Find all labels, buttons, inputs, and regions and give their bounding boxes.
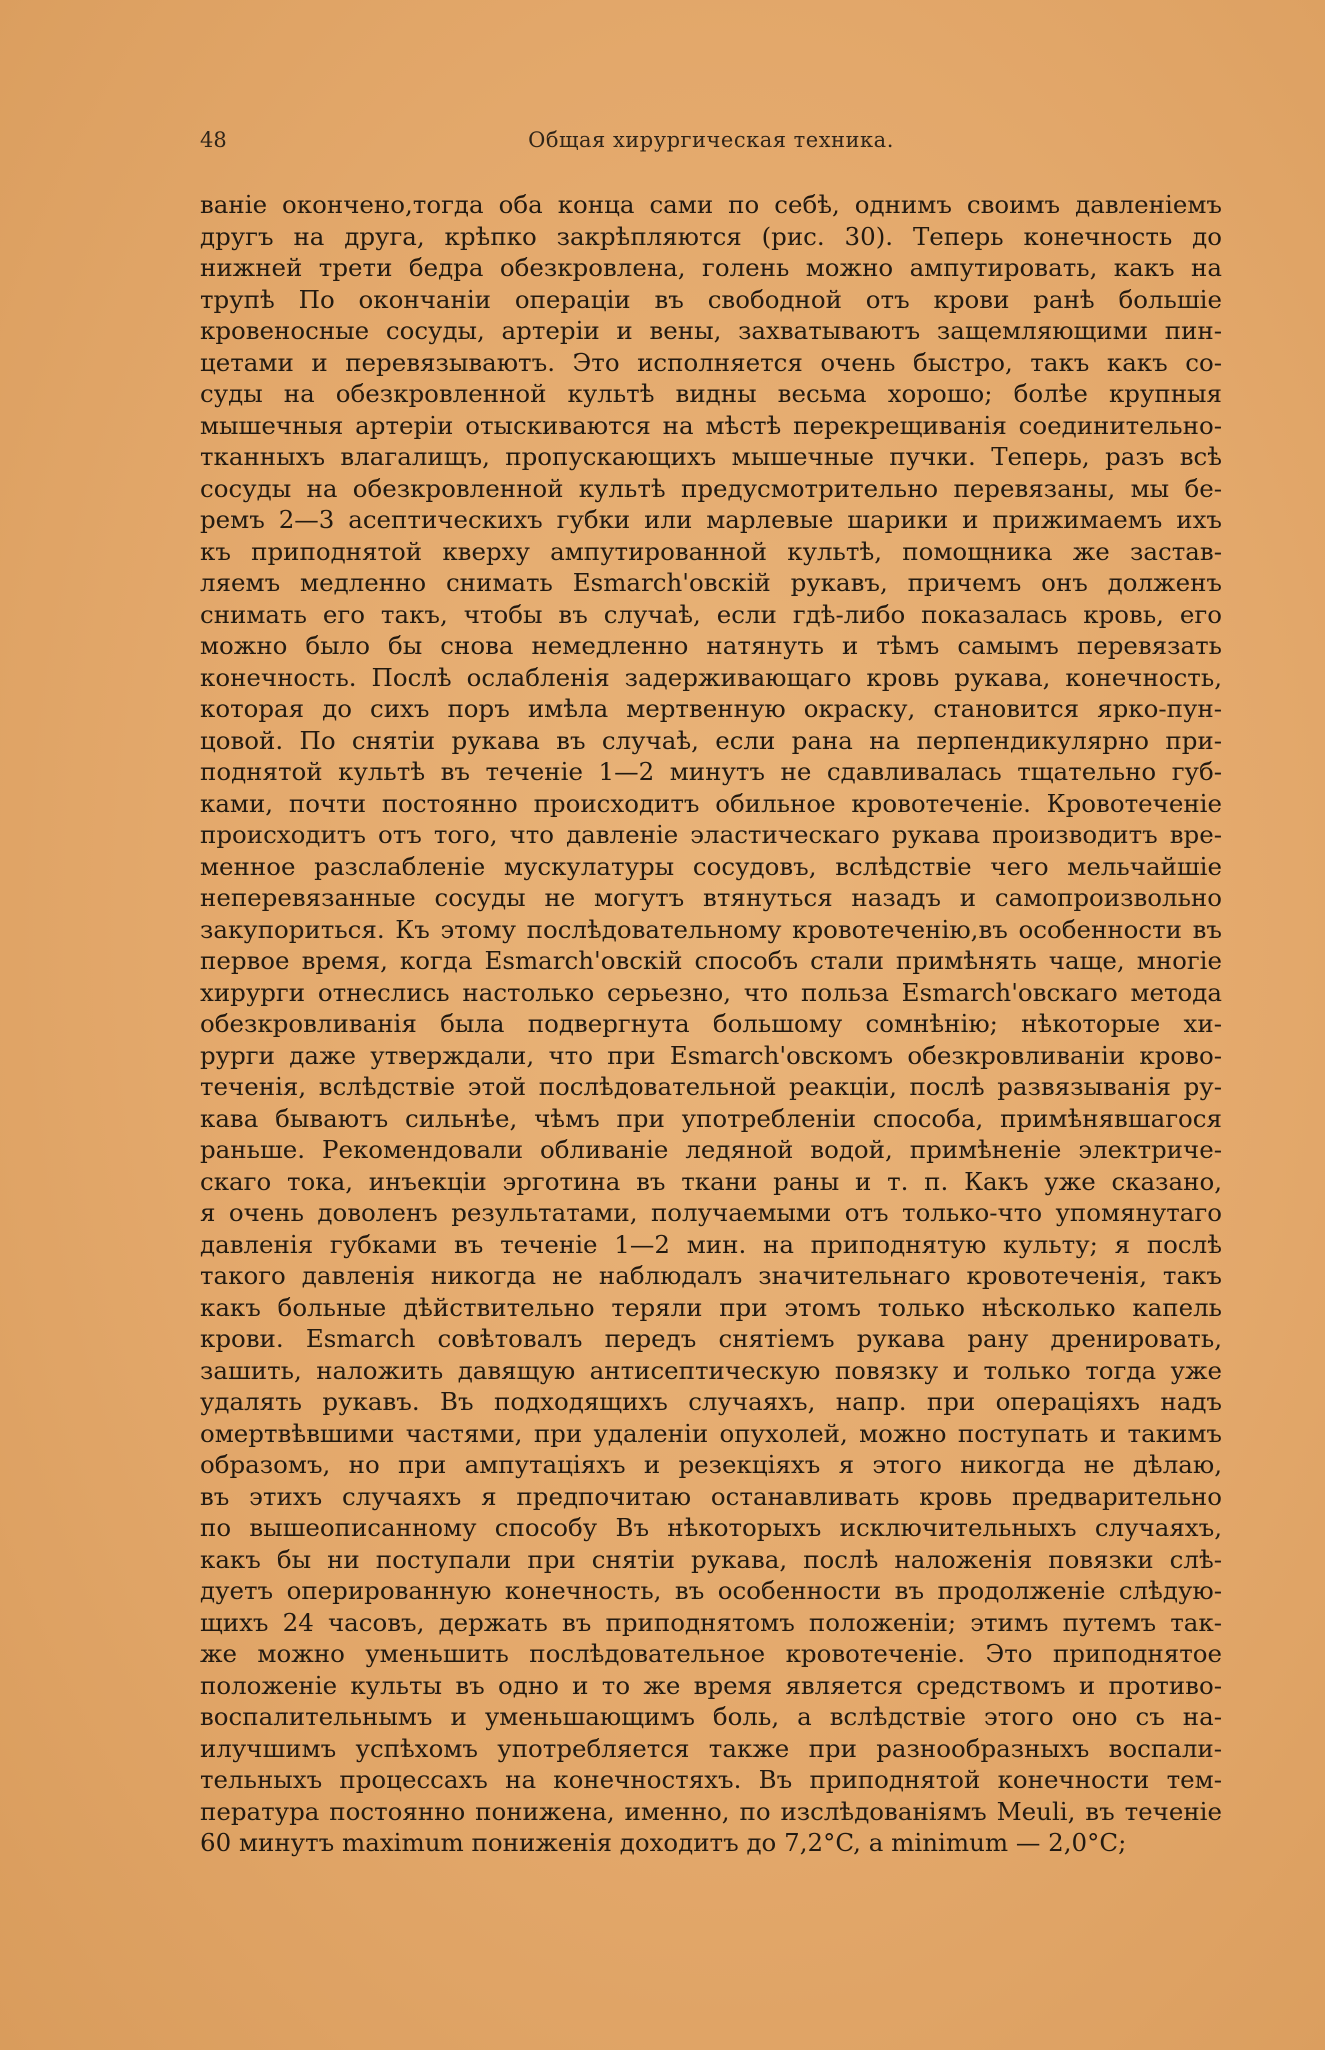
text-line: закупориться. Къ этому послѣдовательному кровотеченію,въ особенности въ [200, 914, 1222, 944]
text-line: положеніе культы въ одно и то же время является средствомъ и противо- [200, 1670, 1222, 1700]
text-line: ками, почти постоянно происходитъ обильное кровотеченіе. Кровотеченіе [200, 788, 1222, 818]
text-line: конечность. Послѣ ослабленія задерживающаго кровь рукава, конечность, [200, 662, 1222, 692]
text-line: какъ больные дѣйствительно теряли при этомъ только нѣсколько капель [200, 1292, 1222, 1322]
text-line: крови. Esmarch совѣтовалъ передъ снятіемъ рукава рану дренировать, [200, 1324, 1222, 1353]
text-line: трупѣ По окончаніи операціи въ свободной отъ крови ранѣ большіе [200, 284, 1222, 314]
text-line: въ этихъ случаяхъ я предпочитаю останавливать кровь предварительно [200, 1481, 1222, 1511]
text-line: обезкровливанія была подвергнута большому сомнѣнію; нѣкоторые хи- [200, 1009, 1222, 1038]
text-line: скаго тока, инъекціи эрготина въ ткани раны и т. п. Какъ уже сказано, [200, 1166, 1222, 1196]
text-line: удалять рукавъ. Въ подходящихъ случаяхъ, напр. при операціяхъ надъ [200, 1387, 1222, 1416]
text-line: цетами и перевязываютъ. Это исполняется очень быстро, такъ какъ со- [200, 347, 1222, 377]
text-line: нижней трети бедра обезкровлена, голень можно ампутировать, какъ на [200, 253, 1222, 282]
text-line: давленія губками въ теченіе 1—2 мин. на приподнятую культу; я послѣ [200, 1229, 1222, 1259]
text-line: такого давленія никогда не наблюдалъ значительнаго кровотеченія, такъ [200, 1261, 1222, 1290]
text-line: суды на обезкровленной культѣ видны весьма хорошо; болѣе крупныя [200, 379, 1222, 408]
text-line: тканныхъ влагалищъ, пропускающихъ мышечные пучки. Теперь, разъ всѣ [200, 442, 1222, 471]
text-line: какъ бы ни поступали при снятіи рукава, послѣ наложенія повязки слѣ- [200, 1544, 1222, 1574]
text-line: другъ на друга, крѣпко закрѣпляются (рис. 30). Теперь конечность до [200, 221, 1222, 251]
text-line: кровеносные сосуды, артеріи и вены, захватываютъ защемляющими пин- [200, 316, 1222, 345]
text-line: рурги даже утверждали, что при Esmarch'овскомъ обезкровливаніи крово- [200, 1040, 1222, 1070]
text-line: ремъ 2—3 асептическихъ губки или марлевые шарики и прижимаемъ ихъ [200, 505, 1222, 534]
text-line: поднятой культѣ въ теченіе 1—2 минутъ не сдавливалась тщательно губ- [200, 757, 1222, 786]
text-line: происходитъ отъ того, что давленіе эластическаго рукава производитъ вре- [200, 820, 1222, 849]
text-line: пература постоянно понижена, именно, по изслѣдованіямъ Meuli, въ теченіе [200, 1796, 1222, 1826]
text-line: же можно уменьшить послѣдовательное кровотеченіе. Это приподнятое [200, 1639, 1222, 1668]
text-line: щихъ 24 часовъ, держать въ приподнятомъ положеніи; этимъ путемъ так- [200, 1607, 1222, 1637]
text-line: я очень доволенъ результатами, получаемыми отъ только-что упомянутаго [200, 1198, 1222, 1227]
running-title: Общая хирургическая техника. [528, 128, 894, 152]
text-line: воспалительнымъ и уменьшающимъ боль, а вслѣдствіе этого оно съ на- [200, 1702, 1222, 1731]
body-text [200, 189, 1222, 1859]
text-line: илучшимъ успѣхомъ употребляется также при разнообразныхъ воспали- [200, 1733, 1222, 1763]
text-line: кава бываютъ сильнѣе, чѣмъ при употребленіи способа, примѣнявшагося [200, 1103, 1222, 1133]
page-header [200, 128, 1222, 168]
text-line: къ приподнятой кверху ампутированной культѣ, помощника же застав- [200, 536, 1222, 566]
text-line: ляемъ медленно снимать Esmarch'овскій рукавъ, причемъ онъ долженъ [200, 568, 1222, 597]
text-line: ваніе окончено,тогда оба конца сами по себѣ, однимъ своимъ давленіемъ [200, 190, 1222, 219]
text-line: теченія, вслѣдствіе этой послѣдовательной реакціи, послѣ развязыванія ру- [200, 1072, 1222, 1101]
text-line: хирурги отнеслись настолько серьезно, что польза Esmarch'овскаго метода [200, 977, 1222, 1007]
text-line: сосуды на обезкровленной культѣ предусмотрительно перевязаны, мы бе- [200, 473, 1222, 503]
text-line: менное разслабленіе мускулатуры сосудовъ, вслѣдствіе чего мельчайшіе [200, 851, 1222, 881]
text-line: образомъ, но при ампутаціяхъ и резекціяхъ я этого никогда не дѣлаю, [200, 1450, 1222, 1479]
text-line: дуетъ оперированную конечность, въ особенности въ продолженіе слѣдую- [200, 1576, 1222, 1605]
text-line: первое время, когда Esmarch'овскій способъ стали примѣнять чаще, многіе [200, 946, 1222, 975]
text-line: неперевязанные сосуды не могутъ втянуться назадъ и самопроизвольно [200, 883, 1222, 912]
text-line: 60 минутъ maximum пониженія доходитъ до 7,2°C, a minimum — 2,0°C; [200, 1828, 1127, 1857]
text-line: тельныхъ процессахъ на конечностяхъ. Въ приподнятой конечности тем- [200, 1765, 1222, 1794]
page-number: 48 [200, 128, 227, 152]
text-line: можно было бы снова немедленно натянуть и тѣмъ самымъ перевязать [200, 631, 1222, 660]
text-line: зашить, наложить давящую антисептическую повязку и только тогда уже [200, 1355, 1222, 1385]
text-line: раньше. Рекомендовали обливаніе ледяной водой, примѣненіе электриче- [200, 1135, 1222, 1164]
text-line: мышечныя артеріи отыскиваются на мѣстѣ перекрещиванія соединительно- [200, 410, 1222, 440]
text-line: цовой. По снятіи рукава въ случаѣ, если рана на перпендикулярно при- [200, 725, 1222, 755]
text-line: которая до сихъ поръ имѣла мертвенную окраску, становится ярко-пун- [200, 694, 1222, 723]
text-line: омертвѣвшими частями, при удаленіи опухолей, можно поступать и такимъ [200, 1418, 1222, 1448]
text-line: снимать его такъ, чтобы въ случаѣ, если гдѣ-либо показалась кровь, его [200, 599, 1222, 629]
text-line: по вышеописанному способу Въ нѣкоторыхъ исключительныхъ случаяхъ, [200, 1513, 1222, 1542]
